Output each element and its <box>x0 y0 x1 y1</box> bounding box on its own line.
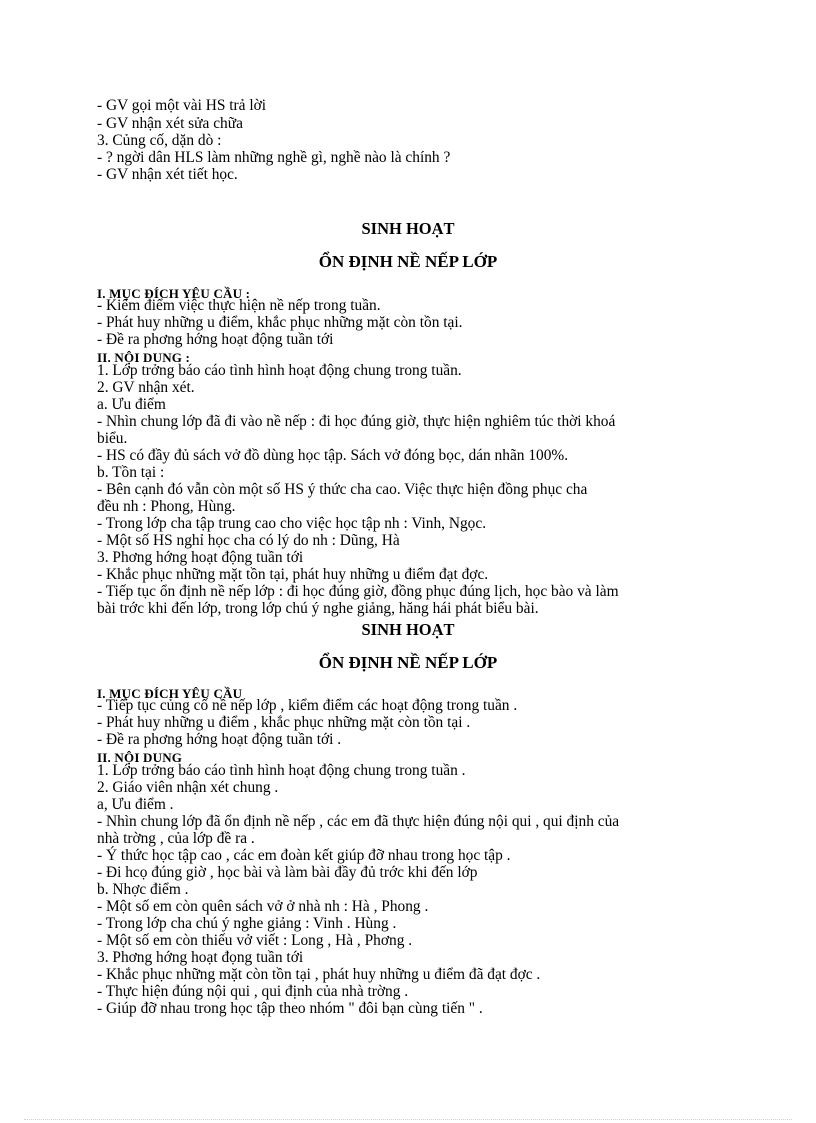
part-title: I. MỤC ĐÍCH YÊU CẦU <box>97 686 243 701</box>
text-line: - Đề ra phơng hớng hoạt động tuần tới <box>97 331 334 348</box>
text-line: b. Tồn tại : <box>97 464 165 481</box>
text-line: đều nh : Phong, Hùng. <box>97 498 236 515</box>
text-line: 3. Phơng hớng hoạt đọng tuần tới <box>97 949 304 966</box>
text-line: - Kiểm điểm việc thực hiện nề nếp trong tuần. <box>97 297 381 314</box>
section-heading: SINH HOẠT <box>361 620 455 639</box>
part-title: I. MỤC ĐÍCH YÊU CẦU : <box>97 286 251 301</box>
text-line: 3. Phơng hớng hoạt động tuần tới <box>97 549 304 566</box>
text-line: bài trớc khi đến lớp, trong lớp chú ý nghe giảng, hăng hái phát biểu bài. <box>97 600 539 617</box>
text-line: - GV nhận xét sửa chữa <box>97 115 243 132</box>
text-line: - Ý thức học tập cao , các em đoàn kết giúp đỡ nhau trong học tập . <box>97 847 511 864</box>
text-line: - Nhìn chung lớp đã ổn định nề nếp , các em đã thực hiện đúng nội qui , qui định của <box>97 813 620 830</box>
text-line: - Tiếp tục củng cố nề nếp lớp , kiểm điểm các hoạt động trong tuần . <box>97 697 518 714</box>
text-line: - Khắc phục những mặt còn tồn tại , phát huy những u điểm đã đạt đợc . <box>97 966 541 983</box>
text-line: 3. Củng cố, dặn dò : <box>97 132 222 149</box>
text-line: - Phát huy những u điểm , khắc phục những mặt còn tồn tại . <box>97 714 471 731</box>
part-title: II. NỘI DUNG <box>97 750 183 765</box>
text-line: - GV gọi một vài HS trả lời <box>97 97 267 114</box>
text-line: - HS có đầy đủ sách vở đồ dùng học tập. Sách vở đóng bọc, dán nhãn 100%. <box>97 447 569 464</box>
text-line: a. Ưu điểm <box>97 396 166 413</box>
part-title: II. NỘI DUNG : <box>97 350 191 365</box>
text-line: - Trong lớp cha chú ý nghe giảng : Vinh . Hùng . <box>97 915 397 932</box>
text-line: - ? ngời dân HLS làm những nghề gì, nghề nào là chính ? <box>97 149 451 166</box>
text-line: 2. GV nhận xét. <box>97 379 195 396</box>
text-line: - Thực hiện đúng nội qui , qui định của nhà trờng . <box>97 983 409 1000</box>
text-line: - Đề ra phơng hớng hoạt động tuần tới . <box>97 731 342 748</box>
text-line: nhà trờng , của lớp đề ra . <box>97 830 255 847</box>
text-line: - Một số em còn quên sách vở ở nhà nh : Hà , Phong . <box>97 898 429 915</box>
text-line: - Nhìn chung lớp đã đi vào nề nếp : đi học đúng giờ, thực hiện nghiêm túc thời khoá <box>97 413 616 430</box>
section-heading: SINH HOẠT <box>361 219 455 238</box>
footer-divider <box>24 1119 792 1120</box>
text-line: - Đi hcọ đúng giờ , học bài và làm bài đầy đủ trớc khi đến lớp <box>97 864 478 881</box>
text-line: - Khắc phục những mặt tồn tại, phát huy những u điểm đạt đợc. <box>97 566 489 583</box>
text-line: - Bên cạnh đó vẫn còn một số HS ý thức cha cao. Việc thực hiện đồng phục cha <box>97 481 588 498</box>
text-line: - Một số HS nghỉ học cha có lý do nh : Dũng, Hà <box>97 532 400 549</box>
text-line: - GV nhận xét tiết học. <box>97 166 238 183</box>
section-subheading: ỔN ĐỊNH NỀ NẾP LỚP <box>318 252 498 271</box>
text-line: 1. Lớp trởng báo cáo tình hình hoạt động chung trong tuần . <box>97 762 466 779</box>
text-line: - Tiếp tục ổn định nề nếp lớp : đi học đúng giờ, đồng phục đúng lịch, học bào và làm <box>97 583 619 600</box>
text-line: - Giúp đỡ nhau trong học tập theo nhóm " đôi bạn cùng tiến " . <box>97 1000 483 1017</box>
text-line: a, Ưu điểm . <box>97 796 174 813</box>
text-line: - Trong lớp cha tập trung cao cho việc học tập nh : Vinh, Ngọc. <box>97 515 487 532</box>
text-line: - Phát huy những u điểm, khắc phục những mặt còn tồn tại. <box>97 314 463 331</box>
text-line: biểu. <box>97 430 128 447</box>
text-line: - Một số em còn thiếu vở viết : Long , Hà , Phơng . <box>97 932 413 949</box>
text-line: 2. Giáo viên nhận xét chung . <box>97 779 279 796</box>
section-subheading: ỔN ĐỊNH NỀ NẾP LỚP <box>318 653 498 672</box>
text-line: b. Nhợc điểm . <box>97 881 189 898</box>
text-line: 1. Lớp trởng báo cáo tình hình hoạt động chung trong tuần. <box>97 362 462 379</box>
